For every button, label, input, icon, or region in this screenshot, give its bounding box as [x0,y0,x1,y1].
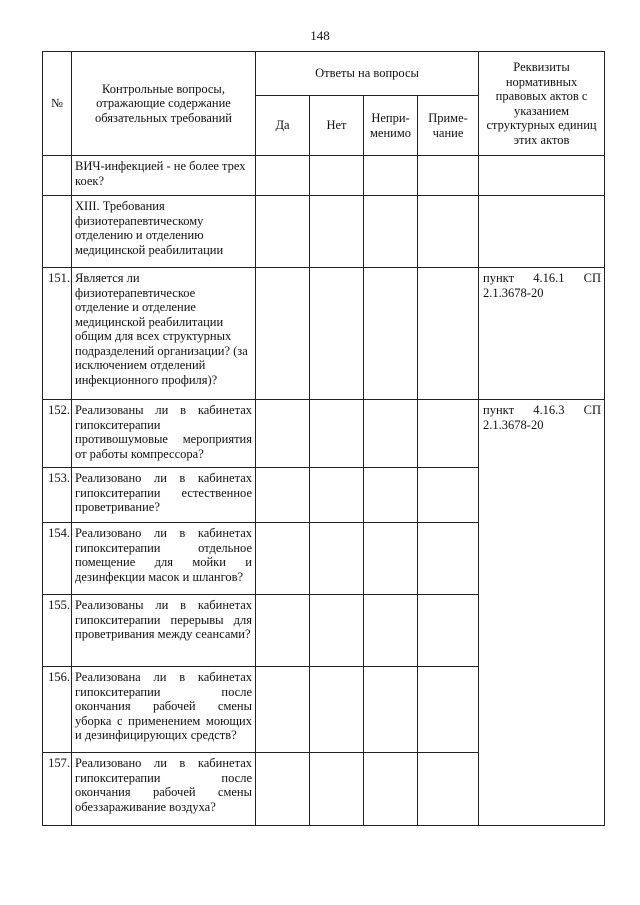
row-question: Является ли физиотерапевтическое отделение и отделение медицинской реабилитации общим для всех структурных подразделений организации? (за исключением отделений инфекционного профиля)? [72,268,256,400]
checklist-table [42,51,605,826]
header-not-applicable-line1: Непри- [371,111,410,125]
answer-note-cell[interactable] [418,400,479,468]
row-requisites: пункт 4.16.3 СП 2.1.3678-20 [479,400,605,826]
answer-not-applicable-cell[interactable] [364,400,418,468]
answer-note-cell[interactable] [418,667,479,753]
answer-not-applicable-cell[interactable] [364,468,418,523]
row-number [43,196,72,268]
row-number [43,156,72,196]
answer-note-cell[interactable] [418,468,479,523]
row-question: Реализовано ли в кабинетах гипокситерапии после окончания рабочей смены обеззараживание воздуха? [72,753,256,826]
row-requisites [479,156,605,196]
answer-no-cell[interactable] [310,523,364,595]
answer-no-cell[interactable] [310,196,364,268]
answer-yes-cell[interactable] [256,595,310,667]
answer-yes-cell[interactable] [256,523,310,595]
answer-note-cell[interactable] [418,523,479,595]
answer-note-cell[interactable] [418,753,479,826]
section-heading: XIII. Требования физиотерапевтическому отделению и отделению медицинской реабилитации [72,196,256,268]
header-question: Контрольные вопросы, отражающие содержание обязательных требований [72,52,256,156]
answer-not-applicable-cell[interactable] [364,523,418,595]
header-number: № [43,52,72,156]
answer-not-applicable-cell[interactable] [364,156,418,196]
row-number: 157. [43,753,72,826]
header-note-line1: Приме- [428,111,468,125]
header-note [418,96,479,156]
answer-note-cell[interactable] [418,196,479,268]
answer-yes-cell[interactable] [256,468,310,523]
answer-not-applicable-cell[interactable] [364,196,418,268]
answer-no-cell[interactable] [310,468,364,523]
row-number: 153. [43,468,72,523]
header-answers: Ответы на вопросы [256,52,479,96]
answer-yes-cell[interactable] [256,156,310,196]
row-requisites: пункт 4.16.1 СП 2.1.3678-20 [479,268,605,400]
answer-not-applicable-cell[interactable] [364,667,418,753]
answer-note-cell[interactable] [418,156,479,196]
answer-no-cell[interactable] [310,268,364,400]
answer-not-applicable-cell[interactable] [364,595,418,667]
row-number: 154. [43,523,72,595]
row-question: Реализована ли в кабинетах гипокситерапии после окончания рабочей смены уборка с применением моющих и дезинфицирующих средств? [72,667,256,753]
table-row [43,156,605,196]
answer-no-cell[interactable] [310,667,364,753]
answer-note-cell[interactable] [418,268,479,400]
row-question: Реализованы ли в кабинетах гипокситерапии перерывы для проветривания между сеансами? [72,595,256,667]
header-note-line2: чание [432,125,464,140]
row-number: 152. [43,400,72,468]
row-question: Реализованы ли в кабинетах гипокситерапии противошумовые мероприятия от работы компрессора? [72,400,256,468]
row-requisites [479,196,605,268]
row-question: Реализовано ли в кабинетах гипокситерапии естественное проветривание? [72,468,256,523]
header-yes: Да [256,96,310,156]
answer-not-applicable-cell[interactable] [364,268,418,400]
row-question: ВИЧ-инфекцией - не более трех коек? [72,156,256,196]
answer-yes-cell[interactable] [256,268,310,400]
header-row-top [43,52,605,96]
row-number: 155. [43,595,72,667]
header-not-applicable [364,96,418,156]
row-question: Реализовано ли в кабинетах гипокситерапии отдельное помещение для мойки и дезинфекции масок и шлангов? [72,523,256,595]
header-requisites: Реквизиты нормативных правовых актов с указанием структурных единиц этих актов [479,52,605,156]
section-heading-row [43,196,605,268]
table-row [43,268,605,400]
answer-yes-cell[interactable] [256,196,310,268]
row-number: 151. [43,268,72,400]
page-number: 148 [310,28,330,43]
answer-yes-cell[interactable] [256,753,310,826]
answer-no-cell[interactable] [310,595,364,667]
header-no: Нет [310,96,364,156]
answer-no-cell[interactable] [310,753,364,826]
row-number: 156. [43,667,72,753]
answer-note-cell[interactable] [418,595,479,667]
answer-no-cell[interactable] [310,156,364,196]
answer-not-applicable-cell[interactable] [364,753,418,826]
answer-yes-cell[interactable] [256,400,310,468]
table-row [43,400,605,468]
answer-no-cell[interactable] [310,400,364,468]
answer-yes-cell[interactable] [256,667,310,753]
header-not-applicable-line2: менимо [370,125,411,140]
